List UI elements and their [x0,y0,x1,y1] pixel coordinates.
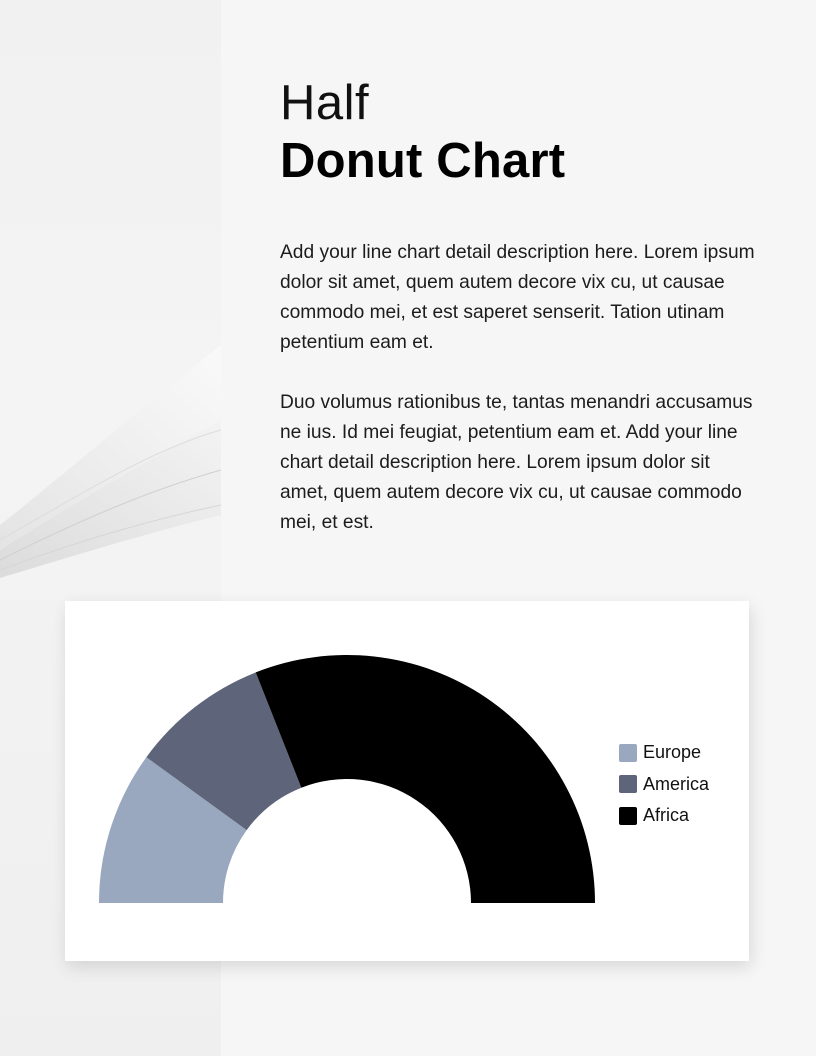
legend-label: Europe [643,742,702,763]
legend-swatch [619,744,637,762]
description-paragraph-2: Duo volumus rationibus te, tantas menandri accusamus ne ius. Id mei feugiat, petentium eam et. Add your line chart detail description here. Lorem ipsum dolor sit amet, quem autem decore vix cu, ut causae commodo mei, et est. [280,392,753,533]
chart-card [65,601,749,961]
legend-item-america [619,769,709,801]
title-line-1: Half [280,76,370,130]
legend-item-africa [619,800,709,832]
chart-legend [619,737,709,832]
legend-swatch [619,775,637,793]
description-paragraph-1: Add your line chart detail description here. Lorem ipsum dolor sit amet, quem autem decore vix cu, ut causae commodo mei, et est saperet senserit. Tation utinam petentium eam et. [280,242,755,353]
legend-item-europe [619,737,709,769]
title-line-2: Donut Chart [280,134,566,188]
donut-slice-africa [256,655,595,903]
legend-label: America [643,773,710,794]
legend-label: Africa [643,805,690,826]
legend-swatch [619,807,637,825]
page-title [280,74,565,190]
